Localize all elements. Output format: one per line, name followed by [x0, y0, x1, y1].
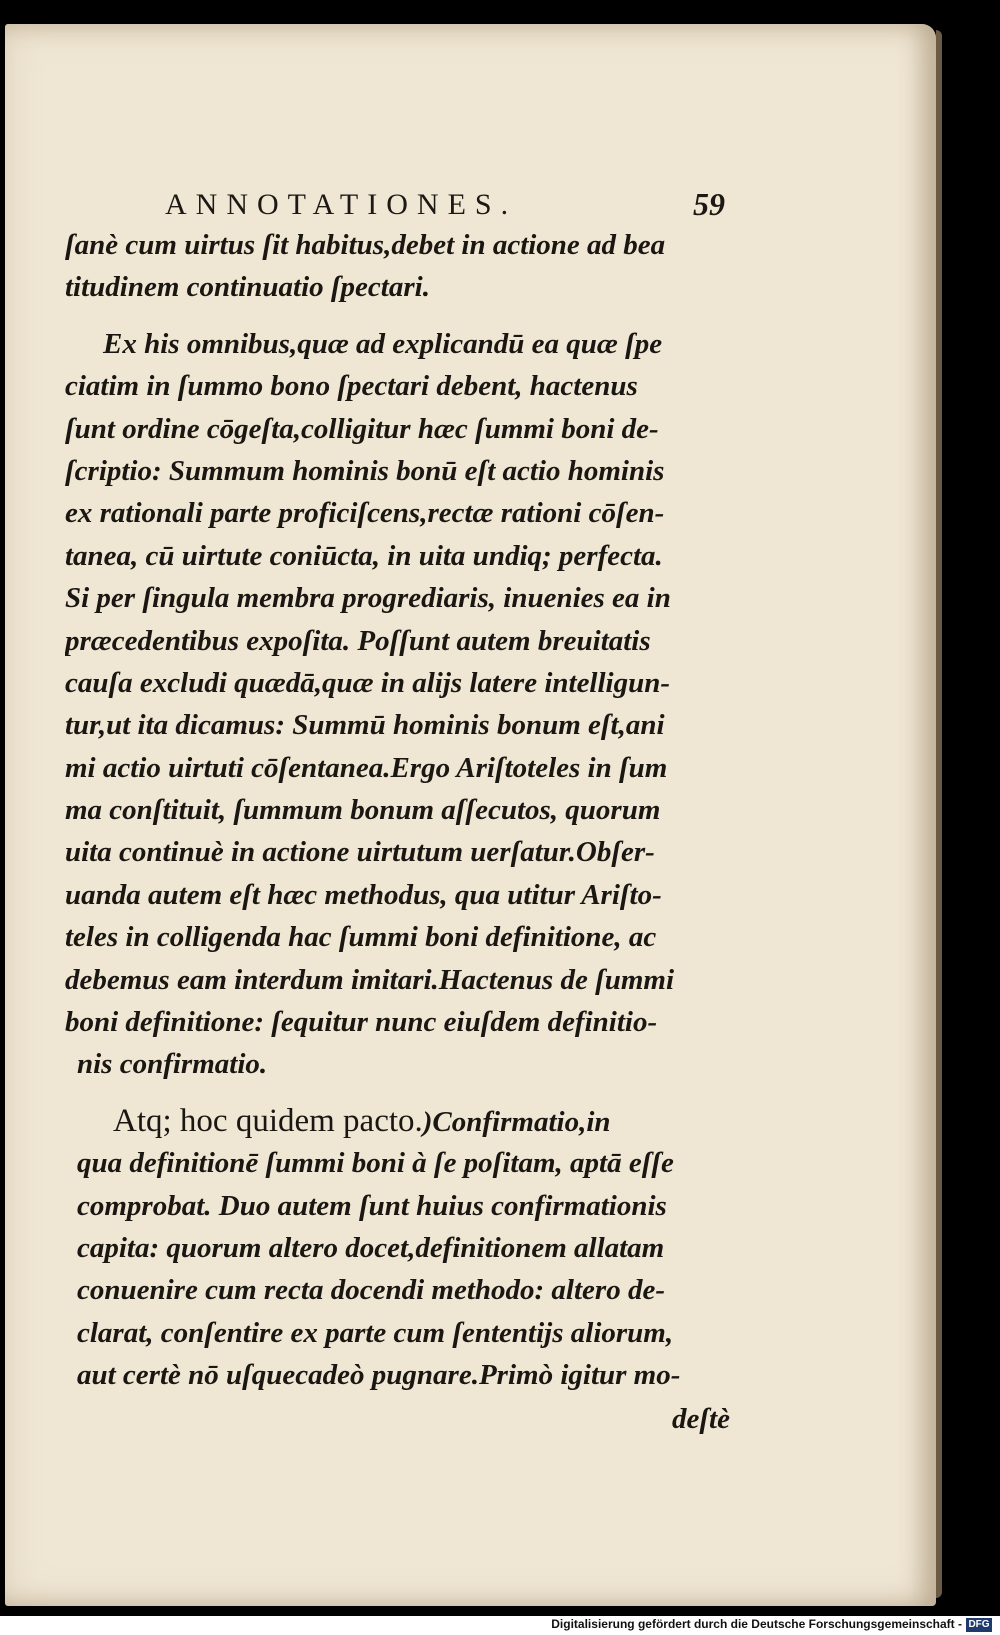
text-line: mi actio uirtuti cōſentanea.Ergo Ariſtoteles in ſum — [65, 751, 668, 784]
text-line: ſanè cum uirtus ſit habitus,debet in actione ad bea — [65, 229, 666, 261]
funding-notice: Digitalisierung gefördert durch die Deutsche Forschungsgemeinschaft - — [551, 1617, 962, 1631]
lemma-continuation: )Confirmatio,in — [422, 1105, 611, 1138]
text-line: qua definitionē ſummi boni à ſe poſitam, aptā eſſe — [77, 1147, 674, 1180]
text-line: cauſa excludi quædā,quæ in alijs latere intelligun- — [65, 666, 671, 699]
text-line — [65, 1100, 730, 1142]
body-text — [65, 224, 730, 1441]
text-line: clarat, conſentire ex parte cum ſententijs aliorum, — [77, 1316, 674, 1349]
text-line: tanea, cū uirtute coniūcta, in uita undiq; perfecta. — [65, 539, 663, 572]
text-line: Ex his omnibus,quæ ad explicandū ea quæ ſpe — [103, 327, 663, 360]
text-line: ciatim in ſummo bono ſpectari debent, hactenus — [65, 370, 638, 403]
text-line: ſcriptio: Summum hominis bonū eſt actio hominis — [65, 454, 665, 487]
running-head — [165, 188, 725, 228]
text-line: uanda autem eſt hæc methodus, qua utitur Ariſto- — [65, 878, 662, 911]
text-line: ſunt ordine cōgeſta,colligitur hæc ſummi boni de- — [65, 412, 659, 445]
text-line: ma conſtituit, ſummum bonum aſſecutos, quorum — [65, 794, 661, 827]
footer-bar — [0, 1616, 1000, 1635]
text-line: Si per ſingula membra progrediaris, inuenies ea in — [65, 582, 671, 615]
dfg-logo: DFG — [966, 1618, 992, 1632]
text-line: debemus eam interdum imitari.Hactenus de ſummi — [65, 963, 675, 996]
text-line: aut certè nō uſquecadeò pugnare.Primò igitur mo- — [77, 1359, 681, 1392]
lemma: Atq; hoc quidem pacto. — [113, 1102, 423, 1139]
catchword: deſtè — [672, 1402, 730, 1435]
text-line: capita: quorum altero docet,definitionem allatam — [77, 1231, 665, 1264]
text-line: conuenire cum recta docendi methodo: altero de- — [77, 1274, 665, 1307]
text-line: comprobat. Duo autem ſunt huius confirmationis — [77, 1189, 667, 1222]
text-line: nis confirmatio. — [77, 1048, 268, 1081]
running-title: ANNOTATIONES. — [165, 188, 518, 221]
text-line: tur,ut ita dicamus: Summū hominis bonum eſt,ani — [65, 709, 665, 742]
text-line: teles in colligenda hac ſummi boni definitione, ac — [65, 921, 657, 954]
page-edge — [936, 30, 942, 1598]
page-number: 59 — [693, 186, 725, 222]
text-line: ex rationali parte proficiſcens,rectæ rationi cōſen- — [65, 497, 665, 530]
text-line: uita continuè in actione uirtutum uerſatur.Obſer- — [65, 836, 655, 869]
text-line: boni definitione: ſequitur nunc eiuſdem definitio- — [65, 1006, 658, 1039]
text-line: titudinem continuatio ſpectari. — [65, 271, 430, 304]
text-line: præcedentibus expoſita. Poſſunt autem breuitatis — [65, 624, 651, 657]
book-page — [5, 24, 936, 1606]
